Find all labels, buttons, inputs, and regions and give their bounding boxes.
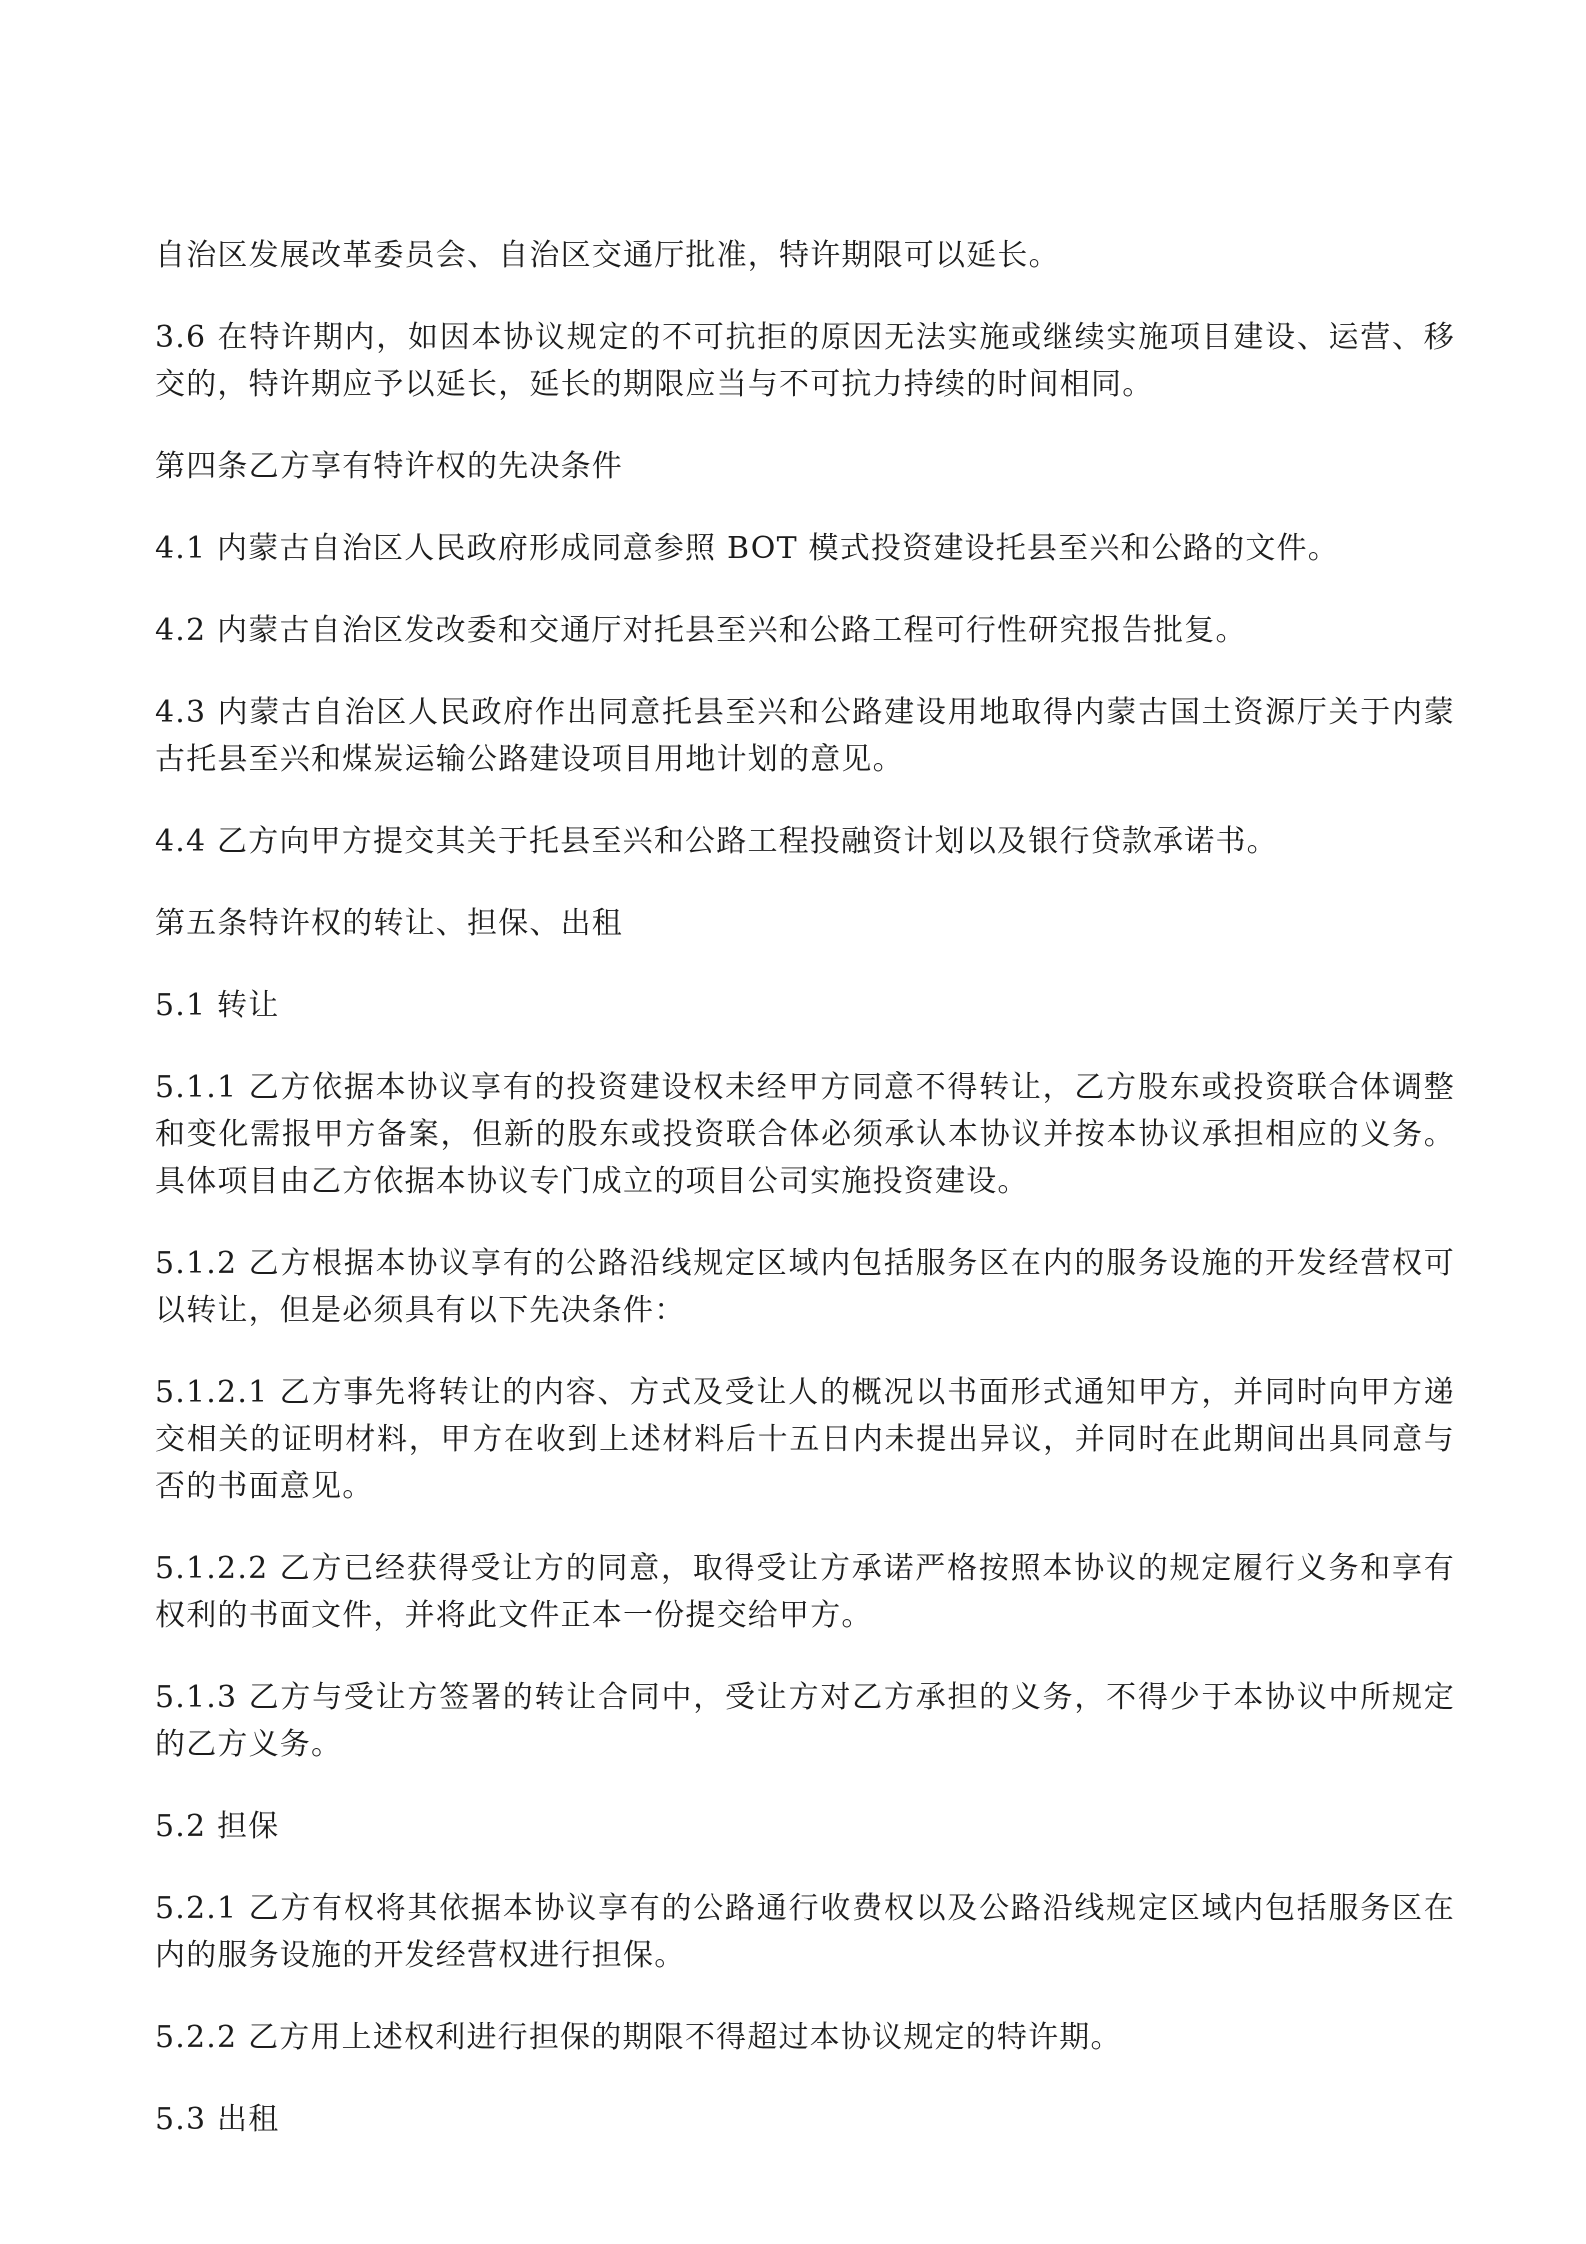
paragraph-5-2-2: 5.2.2 乙方用上述权利进行担保的期限不得超过本协议规定的特许期。 xyxy=(155,2020,1122,2055)
section-5-3-heading: 5.3 出租 xyxy=(155,2102,280,2137)
paragraph-3-6: 3.6 在特许期内，如因本协议规定的不可抗拒的原因无法实施或继续实施项目建设、运营、移交的，特许期应予以延长，延长的期限应当与不可抗力持续的时间相同。 xyxy=(155,320,1455,402)
paragraph-extension-approval: 自治区发展改革委员会、自治区交通厅批准，特许期限可以延长。 xyxy=(155,238,1060,273)
document-body xyxy=(155,232,1455,2178)
paragraph-5-1-1: 5.1.1 乙方依据本协议享有的投资建设权未经甲方同意不得转让，乙方股东或投资联合体调整和变化需报甲方备案，但新的股东或投资联合体必须承认本协议并按本协议承担相应的义务。具体项目由乙方依据本协议专门成立的项目公司实施投资建设。 xyxy=(155,1070,1455,1199)
paragraph-5-1-2-2: 5.1.2.2 乙方已经获得受让方的同意，取得受让方承诺严格按照本协议的规定履行义务和享有权利的书面文件，并将此文件正本一份提交给甲方。 xyxy=(155,1551,1455,1633)
section-5-2-heading: 5.2 担保 xyxy=(155,1809,280,1844)
article-5-heading: 第五条特许权的转让、担保、出租 xyxy=(155,906,623,941)
paragraph-4-2: 4.2 内蒙古自治区发改委和交通厅对托县至兴和公路工程可行性研究报告批复。 xyxy=(155,613,1247,648)
section-5-1-heading: 5.1 转让 xyxy=(155,988,280,1023)
paragraph-4-1: 4.1 内蒙古自治区人民政府形成同意参照 BOT 模式投资建设托县至兴和公路的文件。 xyxy=(155,531,1339,566)
paragraph-4-3: 4.3 内蒙古自治区人民政府作出同意托县至兴和公路建设用地取得内蒙古国土资源厅关于内蒙古托县至兴和煤炭运输公路建设项目用地计划的意见。 xyxy=(155,695,1455,777)
paragraph-5-1-2: 5.1.2 乙方根据本协议享有的公路沿线规定区域内包括服务区在内的服务设施的开发经营权可以转让，但是必须具有以下先决条件： xyxy=(155,1246,1455,1328)
paragraph-5-2-1: 5.2.1 乙方有权将其依据本协议享有的公路通行收费权以及公路沿线规定区域内包括服务区在内的服务设施的开发经营权进行担保。 xyxy=(155,1891,1455,1973)
paragraph-4-4: 4.4 乙方向甲方提交其关于托县至兴和公路工程投融资计划以及银行贷款承诺书。 xyxy=(155,824,1278,859)
paragraph-5-1-3: 5.1.3 乙方与受让方签署的转让合同中，受让方对乙方承担的义务，不得少于本协议中所规定的乙方义务。 xyxy=(155,1680,1455,1762)
article-4-heading: 第四条乙方享有特许权的先决条件 xyxy=(155,449,623,484)
paragraph-5-1-2-1: 5.1.2.1 乙方事先将转让的内容、方式及受让人的概况以书面形式通知甲方，并同时向甲方递交相关的证明材料，甲方在收到上述材料后十五日内未提出异议，并同时在此期间出具同意与否的书面意见。 xyxy=(155,1375,1455,1504)
